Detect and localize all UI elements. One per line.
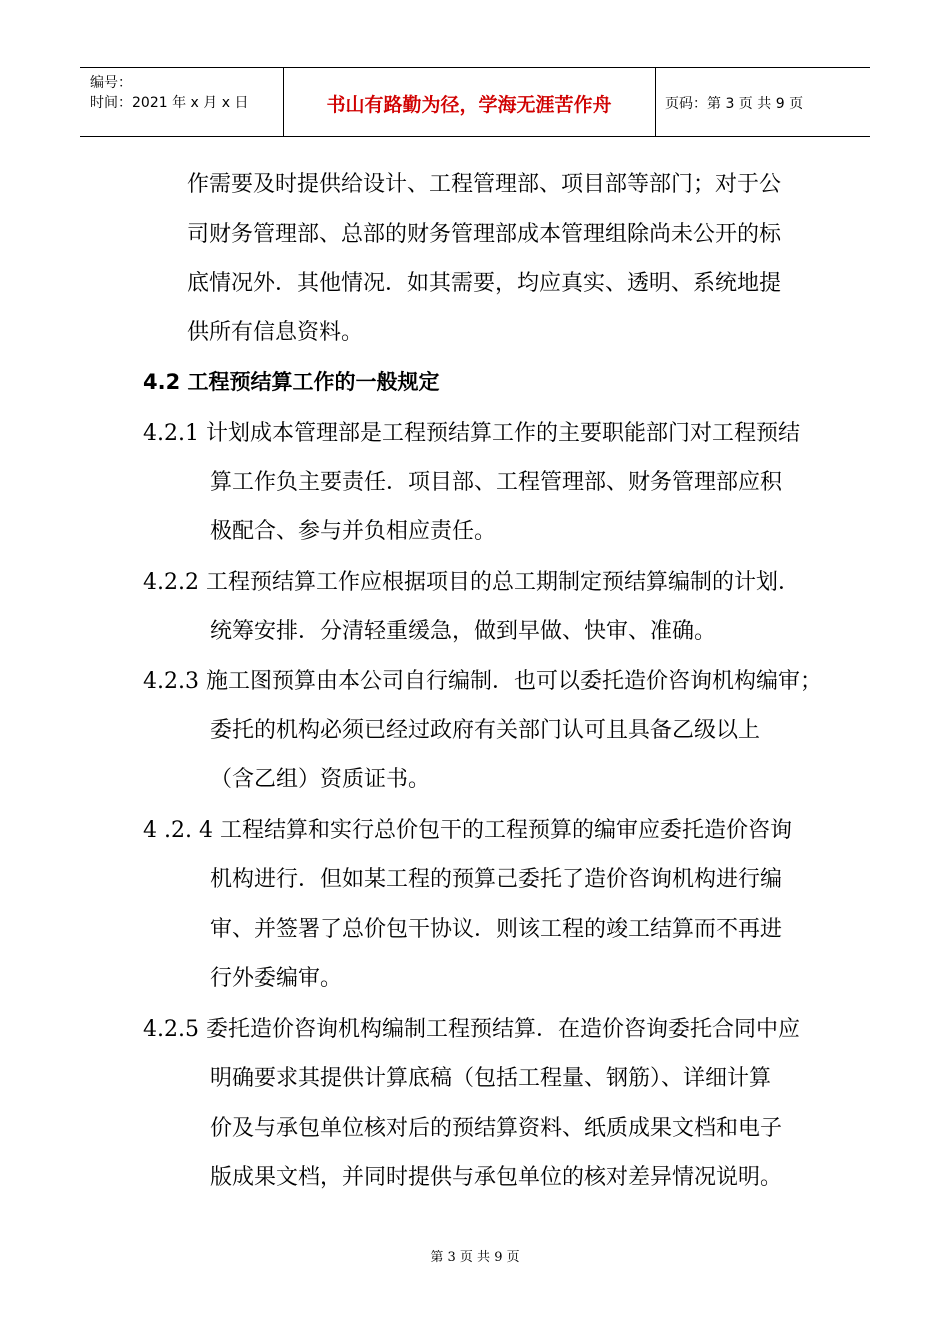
serial-label: 编号： — [90, 75, 132, 91]
body-line: 算工作负主要责任．项目部、工程管理部、财务管理部应积 — [210, 470, 783, 495]
body-line: 供所有信息资料。 — [187, 320, 364, 345]
page-info: 页码：第 3 页 共 9 页 — [665, 96, 804, 112]
body-line: 4.2.2 工程预结算工作应根据项目的总工期制定预结算编制的计划． — [143, 570, 800, 595]
body-line: 4.2.3 施工图预算由本公司自行编制．也可以委托造价咨询机构编审； — [143, 669, 822, 694]
page-footer: 第 3 页 共 9 页 — [430, 1250, 520, 1265]
body-line: 底情况外．其他情况．如其需要，均应真实、透明、系统地提 — [187, 271, 782, 296]
document-header — [80, 67, 870, 137]
body-line: 司财务管理部、总部的财务管理部成本管理组除尚未公开的标 — [187, 222, 782, 247]
body-line: 4.2.5 委托造价咨询机构编制工程预结算．在造价咨询委托合同中应 — [143, 1017, 800, 1042]
body-line: 4 .2. 4 工程结算和实行总价包干的工程预算的编审应委托造价咨询 — [143, 818, 792, 843]
body-line: 4.2.1 计划成本管理部是工程预结算工作的主要职能部门对工程预结 — [143, 421, 800, 446]
body-line: 委托的机构必须已经过政府有关部门认可且具备乙级以上 — [210, 718, 761, 743]
body-line: 版成果文档，并同时提供与承包单位的核对差异情况说明。 — [210, 1165, 783, 1190]
header-meta-cell — [80, 68, 284, 136]
body-line: 作需要及时提供给设计、工程管理部、项目部等部门；对于公 — [187, 172, 782, 197]
header-page-cell — [655, 68, 870, 136]
date-text: 时间：2021 年 x 月 x 日 — [90, 95, 249, 111]
body-line: 审、并签署了总价包干协议．则该工程的竣工结算而不再进 — [210, 917, 783, 942]
body-line: 统筹安排．分清轻重缓急，做到早做、快审、准确。 — [210, 619, 717, 644]
body-line: 机构进行．但如某工程的预算己委托了造价咨询机构进行编 — [210, 867, 783, 892]
body-line: 明确要求其提供计算底稿（包括工程量、钢筋）、详细计算 — [210, 1066, 772, 1091]
motto-text: 书山有路勤为径，学海无涯苦作舟 — [326, 94, 612, 116]
header-motto-cell — [283, 68, 656, 136]
body-line: （含乙组）资质证书。 — [210, 767, 431, 792]
section-heading: 4.2 工程预结算工作的一般规定 — [143, 370, 440, 394]
body-line: 极配合、参与并负相应责任。 — [210, 519, 497, 544]
body-line: 价及与承包单位核对后的预结算资料、纸质成果文档和电子 — [210, 1116, 783, 1141]
body-line: 行外委编审。 — [210, 966, 343, 991]
